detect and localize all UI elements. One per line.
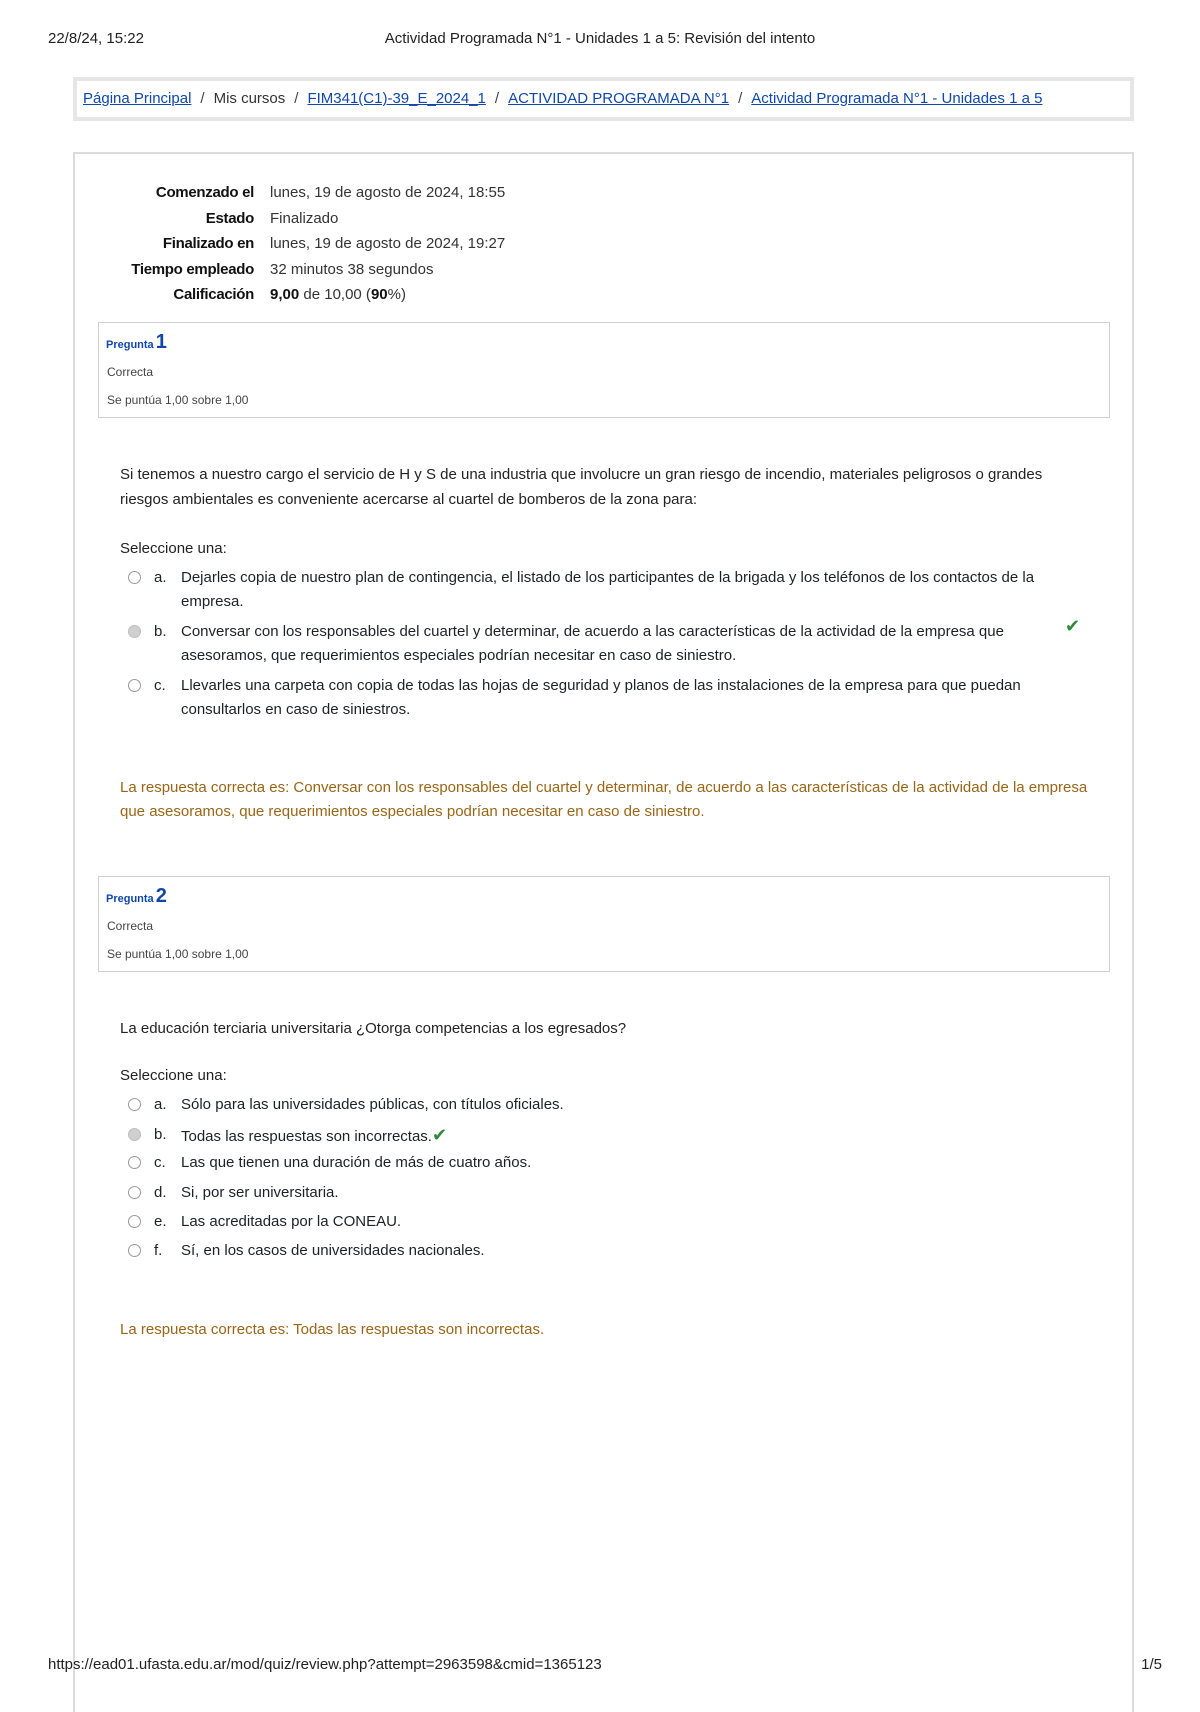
- print-title: Actividad Programada N°1 - Unidades 1 a 5: Revisión del intento: [384, 30, 816, 47]
- breadcrumb-separator: /: [738, 90, 743, 107]
- question-grade: Se puntúa 1,00 sobre 1,00: [107, 393, 249, 407]
- page-number: 1/5: [1141, 1656, 1162, 1673]
- question-info-2: [98, 876, 1110, 972]
- summary-row-started: [100, 180, 505, 206]
- question-number-value: 2: [155, 885, 167, 907]
- correct-check-icon: ✔: [431, 1125, 448, 1145]
- breadcrumb-my-courses[interactable]: Mis cursos: [213, 90, 286, 107]
- breadcrumb-quiz-link[interactable]: Actividad Programada N°1 - Unidades 1 a 5: [751, 90, 1043, 107]
- correct-answer-feedback-1: La respuesta correcta es: Conversar con los responsables del cuartel y determinar, de acuerdo a las características de la actividad de la empresa que asesoramos, que requerimientos especiales podrían necesitar en caso de siniestro.: [120, 779, 1088, 820]
- breadcrumb-separator: /: [294, 90, 299, 107]
- select-one-prompt: Seleccione una:: [120, 540, 227, 557]
- radio-button[interactable]: [128, 1244, 141, 1257]
- answer-letter: b.: [154, 1126, 167, 1143]
- summary-row-grade: [100, 282, 505, 308]
- breadcrumb-activity-link[interactable]: ACTIVIDAD PROGRAMADA N°1: [508, 90, 730, 107]
- time-label: Tiempo empleado: [131, 260, 254, 278]
- answer-letter: a.: [154, 569, 167, 586]
- question-state: Correcta: [107, 365, 154, 379]
- time-value: 32 minutos 38 segundos: [270, 260, 434, 278]
- question-number: [106, 885, 167, 908]
- grade-suffix: %): [387, 286, 406, 303]
- grade-score: 9,00: [270, 286, 300, 303]
- question-text-1: Si tenemos a nuestro cargo el servicio de H y S de una industria que involucre un gran riesgo de incendio, materiales peligrosos o grandes riesgos ambientales es conveniente acercarse al cuartel de bomberos de la zona para:: [120, 466, 1043, 508]
- page-url: https://ead01.ufasta.edu.ar/mod/quiz/review.php?attempt=2963598&cmid=1365123: [48, 1656, 602, 1673]
- radio-button-selected[interactable]: [128, 625, 141, 638]
- radio-button-selected[interactable]: [128, 1128, 141, 1141]
- answer-text: Llevarles una carpeta con copia de todas las hojas de seguridad y planos de las instalaciones de la empresa para que puedan consultarlos en caso de siniestros.: [181, 677, 1021, 718]
- question-text-2: La educación terciaria universitaria ¿Otorga competencias a los egresados?: [120, 1020, 627, 1037]
- radio-button[interactable]: [128, 1186, 141, 1199]
- question-label: Pregunta: [106, 893, 154, 905]
- radio-button[interactable]: [128, 571, 141, 584]
- print-datetime: 22/8/24, 15:22: [48, 30, 144, 47]
- answer-text-value: Todas las respuestas son incorrectas.: [181, 1128, 432, 1145]
- answer-text: Conversar con los responsables del cuartel y determinar, de acuerdo a las características de la actividad de la empresa que asesoramos, que requerimientos especiales podrían necesitar en caso de siniestro.: [181, 623, 1004, 664]
- attempt-summary: [100, 180, 505, 308]
- answer-letter: c.: [154, 677, 166, 694]
- summary-row-state: [100, 206, 505, 232]
- select-one-prompt: Seleccione una:: [120, 1067, 227, 1084]
- started-value: lunes, 19 de agosto de 2024, 18:55: [270, 184, 506, 201]
- question-label: Pregunta: [106, 339, 154, 351]
- grade-percent: 90: [370, 286, 388, 303]
- started-label: Comenzado el: [155, 184, 254, 201]
- radio-button[interactable]: [128, 1156, 141, 1169]
- answer-letter: a.: [154, 1096, 167, 1113]
- answer-text: Sí, en los casos de universidades nacionales.: [181, 1242, 485, 1259]
- breadcrumb-home-link[interactable]: Página Principal: [83, 90, 192, 107]
- state-label: Estado: [205, 209, 254, 227]
- correct-check-icon: ✔: [1065, 616, 1081, 636]
- answer-text: Si, por ser universitaria.: [181, 1184, 339, 1201]
- answer-letter: e.: [154, 1213, 167, 1230]
- radio-button[interactable]: [128, 1098, 141, 1111]
- question-number: [106, 331, 167, 354]
- finished-value: lunes, 19 de agosto de 2024, 19:27: [270, 235, 506, 252]
- radio-button[interactable]: [128, 679, 141, 692]
- grade-of: de 10,00 (: [303, 286, 371, 303]
- state-value: Finalizado: [270, 209, 339, 227]
- breadcrumb: [73, 77, 1134, 121]
- answer-letter: c.: [154, 1154, 166, 1171]
- answer-text: Las que tienen una duración de más de cuatro años.: [181, 1154, 532, 1171]
- breadcrumb-separator: /: [200, 90, 205, 107]
- answer-letter: d.: [154, 1184, 167, 1201]
- question-state: Correcta: [107, 919, 154, 933]
- answer-letter: b.: [154, 623, 167, 640]
- grade-label: Calificación: [173, 286, 254, 303]
- summary-row-time: [100, 257, 505, 283]
- correct-answer-feedback-2: La respuesta correcta es: Todas las respuestas son incorrectas.: [120, 1321, 545, 1338]
- answer-text: Dejarles copia de nuestro plan de contingencia, el listado de los participantes de la brigada y los teléfonos de los contactos de la empresa.: [181, 569, 1035, 610]
- question-info-1: [98, 322, 1110, 418]
- finished-label: Finalizado en: [162, 235, 254, 252]
- breadcrumb-separator: /: [494, 90, 500, 107]
- radio-button[interactable]: [128, 1215, 141, 1228]
- question-grade: Se puntúa 1,00 sobre 1,00: [107, 947, 249, 961]
- answer-text: [181, 1123, 1061, 1149]
- breadcrumb-course-link[interactable]: FIM341(C1)-39_E_2024_1: [307, 90, 486, 107]
- answer-text: Las acreditadas por la CONEAU.: [181, 1213, 402, 1230]
- grade-value: [270, 282, 406, 308]
- answer-text: Sólo para las universidades públicas, con títulos oficiales.: [181, 1096, 564, 1113]
- print-header: [0, 30, 1200, 52]
- summary-row-finished: [100, 231, 505, 257]
- question-number-value: 1: [155, 331, 167, 353]
- answer-letter: f.: [154, 1242, 163, 1259]
